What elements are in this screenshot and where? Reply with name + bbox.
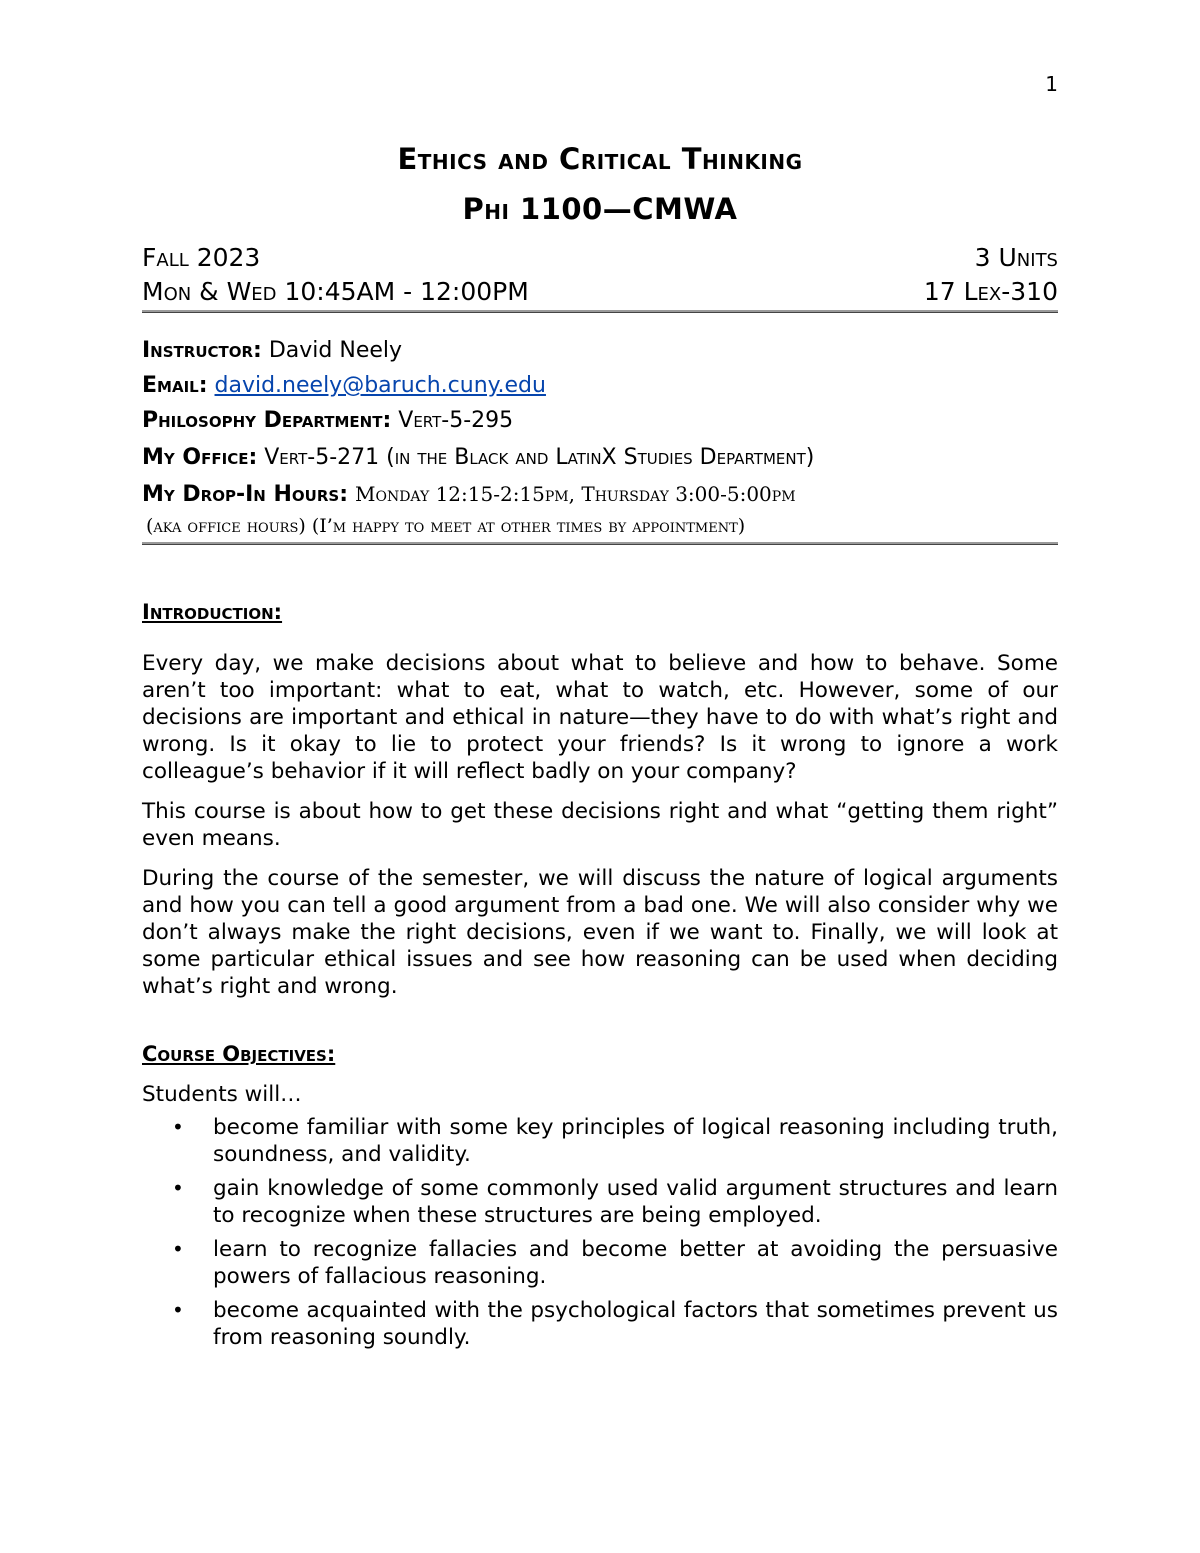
- divider-bottom: [142, 542, 1058, 545]
- intro-paragraph-1: Every day, we make decisions about what to believe and how to behave. Some aren’t too important: what to eat, what to watch, etc. However, some of our decisions are important and ethical in nature—they have to do with what’s right and wrong. Is it okay to lie to protect your friends? Is it wrong to ignore a work colleague’s behavior if it will reflect badly on your company?: [142, 651, 1058, 784]
- office-location: Vert-5-271 (in the Black and LatinX Studies Department): [264, 445, 815, 470]
- page-number: 1: [1045, 72, 1058, 96]
- term: Fall 2023: [142, 243, 261, 272]
- intro-paragraph-2: This course is about how to get these decisions right and what “getting them right” even means.: [142, 799, 1058, 851]
- list-item: [142, 1297, 1058, 1351]
- objective-text: become familiar with some key principles of logical reasoning including truth, soundness, and validity.: [213, 1115, 1058, 1167]
- schedule-row: [142, 277, 1058, 306]
- objective-text: learn to recognize fallacies and become better at avoiding the persuasive powers of fallacious reasoning.: [213, 1237, 1058, 1289]
- objectives-heading: Course Objectives:: [142, 1042, 336, 1066]
- department-label: Philosophy Department:: [142, 408, 392, 433]
- objective-text: become acquainted with the psychological factors that sometimes prevent us from reasoning soundly.: [213, 1298, 1058, 1350]
- bullet-icon: •: [172, 1176, 184, 1200]
- bullet-icon: •: [172, 1237, 184, 1261]
- divider-top: [142, 310, 1058, 313]
- intro-paragraph-3: During the course of the semester, we will discuss the nature of logical arguments and how you can tell a good argument from a bad one. We will also consider why we don’t always make the right decisions, even if we want to. Finally, we will look at some particular ethical issues and see how reasoning can be used when deciding what’s right and wrong.: [142, 866, 1058, 999]
- room: 17 Lex-310: [923, 277, 1058, 306]
- list-item: [142, 1236, 1058, 1290]
- office-label: My Office:: [142, 445, 258, 470]
- instructor-line: [142, 338, 1058, 363]
- course-title: Ethics and Critical Thinking: [397, 142, 803, 176]
- email-label: Email:: [142, 373, 208, 398]
- bullet-icon: •: [172, 1298, 184, 1322]
- introduction-heading: Introduction:: [142, 600, 283, 624]
- schedule: Mon & Wed 10:45AM - 12:00PM: [142, 277, 529, 306]
- hours-note: (aka office hours) (I’m happy to meet at other times by appointment): [146, 515, 746, 537]
- hours-line: [142, 482, 1058, 507]
- instructor-label: Instructor:: [142, 338, 262, 363]
- instructor-name: David Neely: [268, 338, 403, 363]
- objective-text: gain knowledge of some commonly used valid argument structures and learn to recognize when these structures are being employed.: [213, 1176, 1058, 1228]
- department-location: Vert-5-295: [398, 408, 514, 433]
- bullet-icon: •: [172, 1115, 184, 1139]
- hours-value: Monday 12:15-2:15pm, Thursday 3:00-5:00pm: [355, 482, 796, 506]
- objectives-intro: Students will…: [142, 1082, 302, 1107]
- department-line: [142, 408, 1058, 433]
- objectives-list: [142, 1114, 1058, 1358]
- office-line: [142, 445, 1058, 470]
- email-line: [142, 373, 1058, 398]
- term-row: [142, 243, 1058, 272]
- units: 3 Units: [974, 243, 1058, 272]
- list-item: [142, 1175, 1058, 1229]
- hours-label: My Drop-In Hours:: [142, 482, 348, 507]
- course-code: Phi 1100—CMWA: [462, 192, 738, 226]
- email-link[interactable]: david.neely@baruch.cuny.edu: [214, 373, 546, 398]
- list-item: [142, 1114, 1058, 1168]
